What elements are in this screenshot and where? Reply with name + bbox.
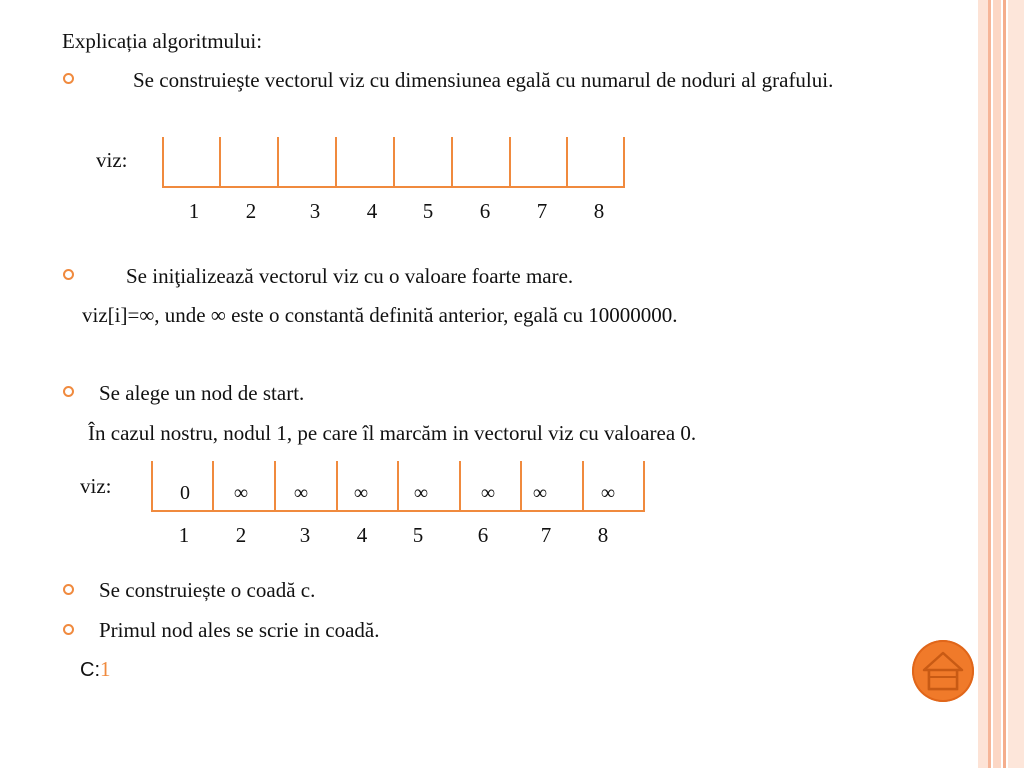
array-index: 3 bbox=[309, 199, 321, 223]
array-cell-value: ∞ bbox=[353, 482, 369, 504]
start-detail: În cazul nostru, nodul 1, pe care îl marcăm in vectorul viz cu valoarea 0. bbox=[88, 421, 697, 445]
bullet-marker bbox=[63, 73, 74, 84]
array-cell-value: ∞ bbox=[600, 482, 616, 504]
init-detail: viz[i]=∞, unde ∞ este o constantă definită anterior, egală cu 10000000. bbox=[82, 303, 678, 327]
decor-stripe bbox=[1008, 0, 1024, 768]
bullet-marker bbox=[63, 386, 74, 397]
bullet-marker bbox=[63, 269, 74, 280]
queue-line bbox=[80, 657, 111, 682]
array-index: 7 bbox=[540, 523, 552, 547]
bullet-text: Se alege un nod de start. bbox=[99, 381, 305, 405]
array-index: 2 bbox=[245, 199, 257, 223]
slide-heading: Explicația algoritmului: bbox=[62, 29, 263, 53]
bullet-text: Se construiește o coadă c. bbox=[99, 578, 316, 602]
array-index: 4 bbox=[356, 523, 368, 547]
array-label: viz: bbox=[96, 148, 128, 172]
array-index: 6 bbox=[479, 199, 491, 223]
array-cell-value: ∞ bbox=[413, 482, 429, 504]
queue-label: C: bbox=[80, 659, 100, 681]
array-index: 2 bbox=[235, 523, 247, 547]
array-index: 1 bbox=[188, 199, 200, 223]
array-index: 6 bbox=[477, 523, 489, 547]
bullet-text: Se iniţializează vectorul viz cu o valoare foarte mare. bbox=[126, 264, 574, 288]
bullet-text: Primul nod ales se scrie in coadă. bbox=[99, 618, 380, 642]
array-index: 5 bbox=[412, 523, 424, 547]
array-index: 5 bbox=[422, 199, 434, 223]
array-index: 7 bbox=[536, 199, 548, 223]
array-cell-value: ∞ bbox=[532, 482, 548, 504]
array-cell-value: ∞ bbox=[480, 482, 496, 504]
array-cell-value: ∞ bbox=[293, 482, 309, 504]
array-index: 3 bbox=[299, 523, 311, 547]
queue-value: 1 bbox=[100, 657, 111, 681]
decor-stripe bbox=[1003, 0, 1006, 768]
array-index: 1 bbox=[178, 523, 190, 547]
bullet-marker bbox=[63, 624, 74, 635]
bullet-marker bbox=[63, 584, 74, 595]
array-index: 8 bbox=[593, 199, 605, 223]
decor-stripe bbox=[978, 0, 988, 768]
array-cell-value: 0 bbox=[180, 482, 190, 504]
array-index: 4 bbox=[366, 199, 378, 223]
decor-stripe bbox=[988, 0, 991, 768]
home-button[interactable] bbox=[912, 640, 974, 702]
array-cell-value: ∞ bbox=[233, 482, 249, 504]
decor-stripe bbox=[993, 0, 1001, 768]
array-label: viz: bbox=[80, 474, 112, 498]
bullet-text: Se construieşte vectorul viz cu dimensiunea egală cu numarul de noduri al grafului. bbox=[133, 68, 834, 92]
array-index: 8 bbox=[597, 523, 609, 547]
home-icon bbox=[912, 640, 974, 702]
